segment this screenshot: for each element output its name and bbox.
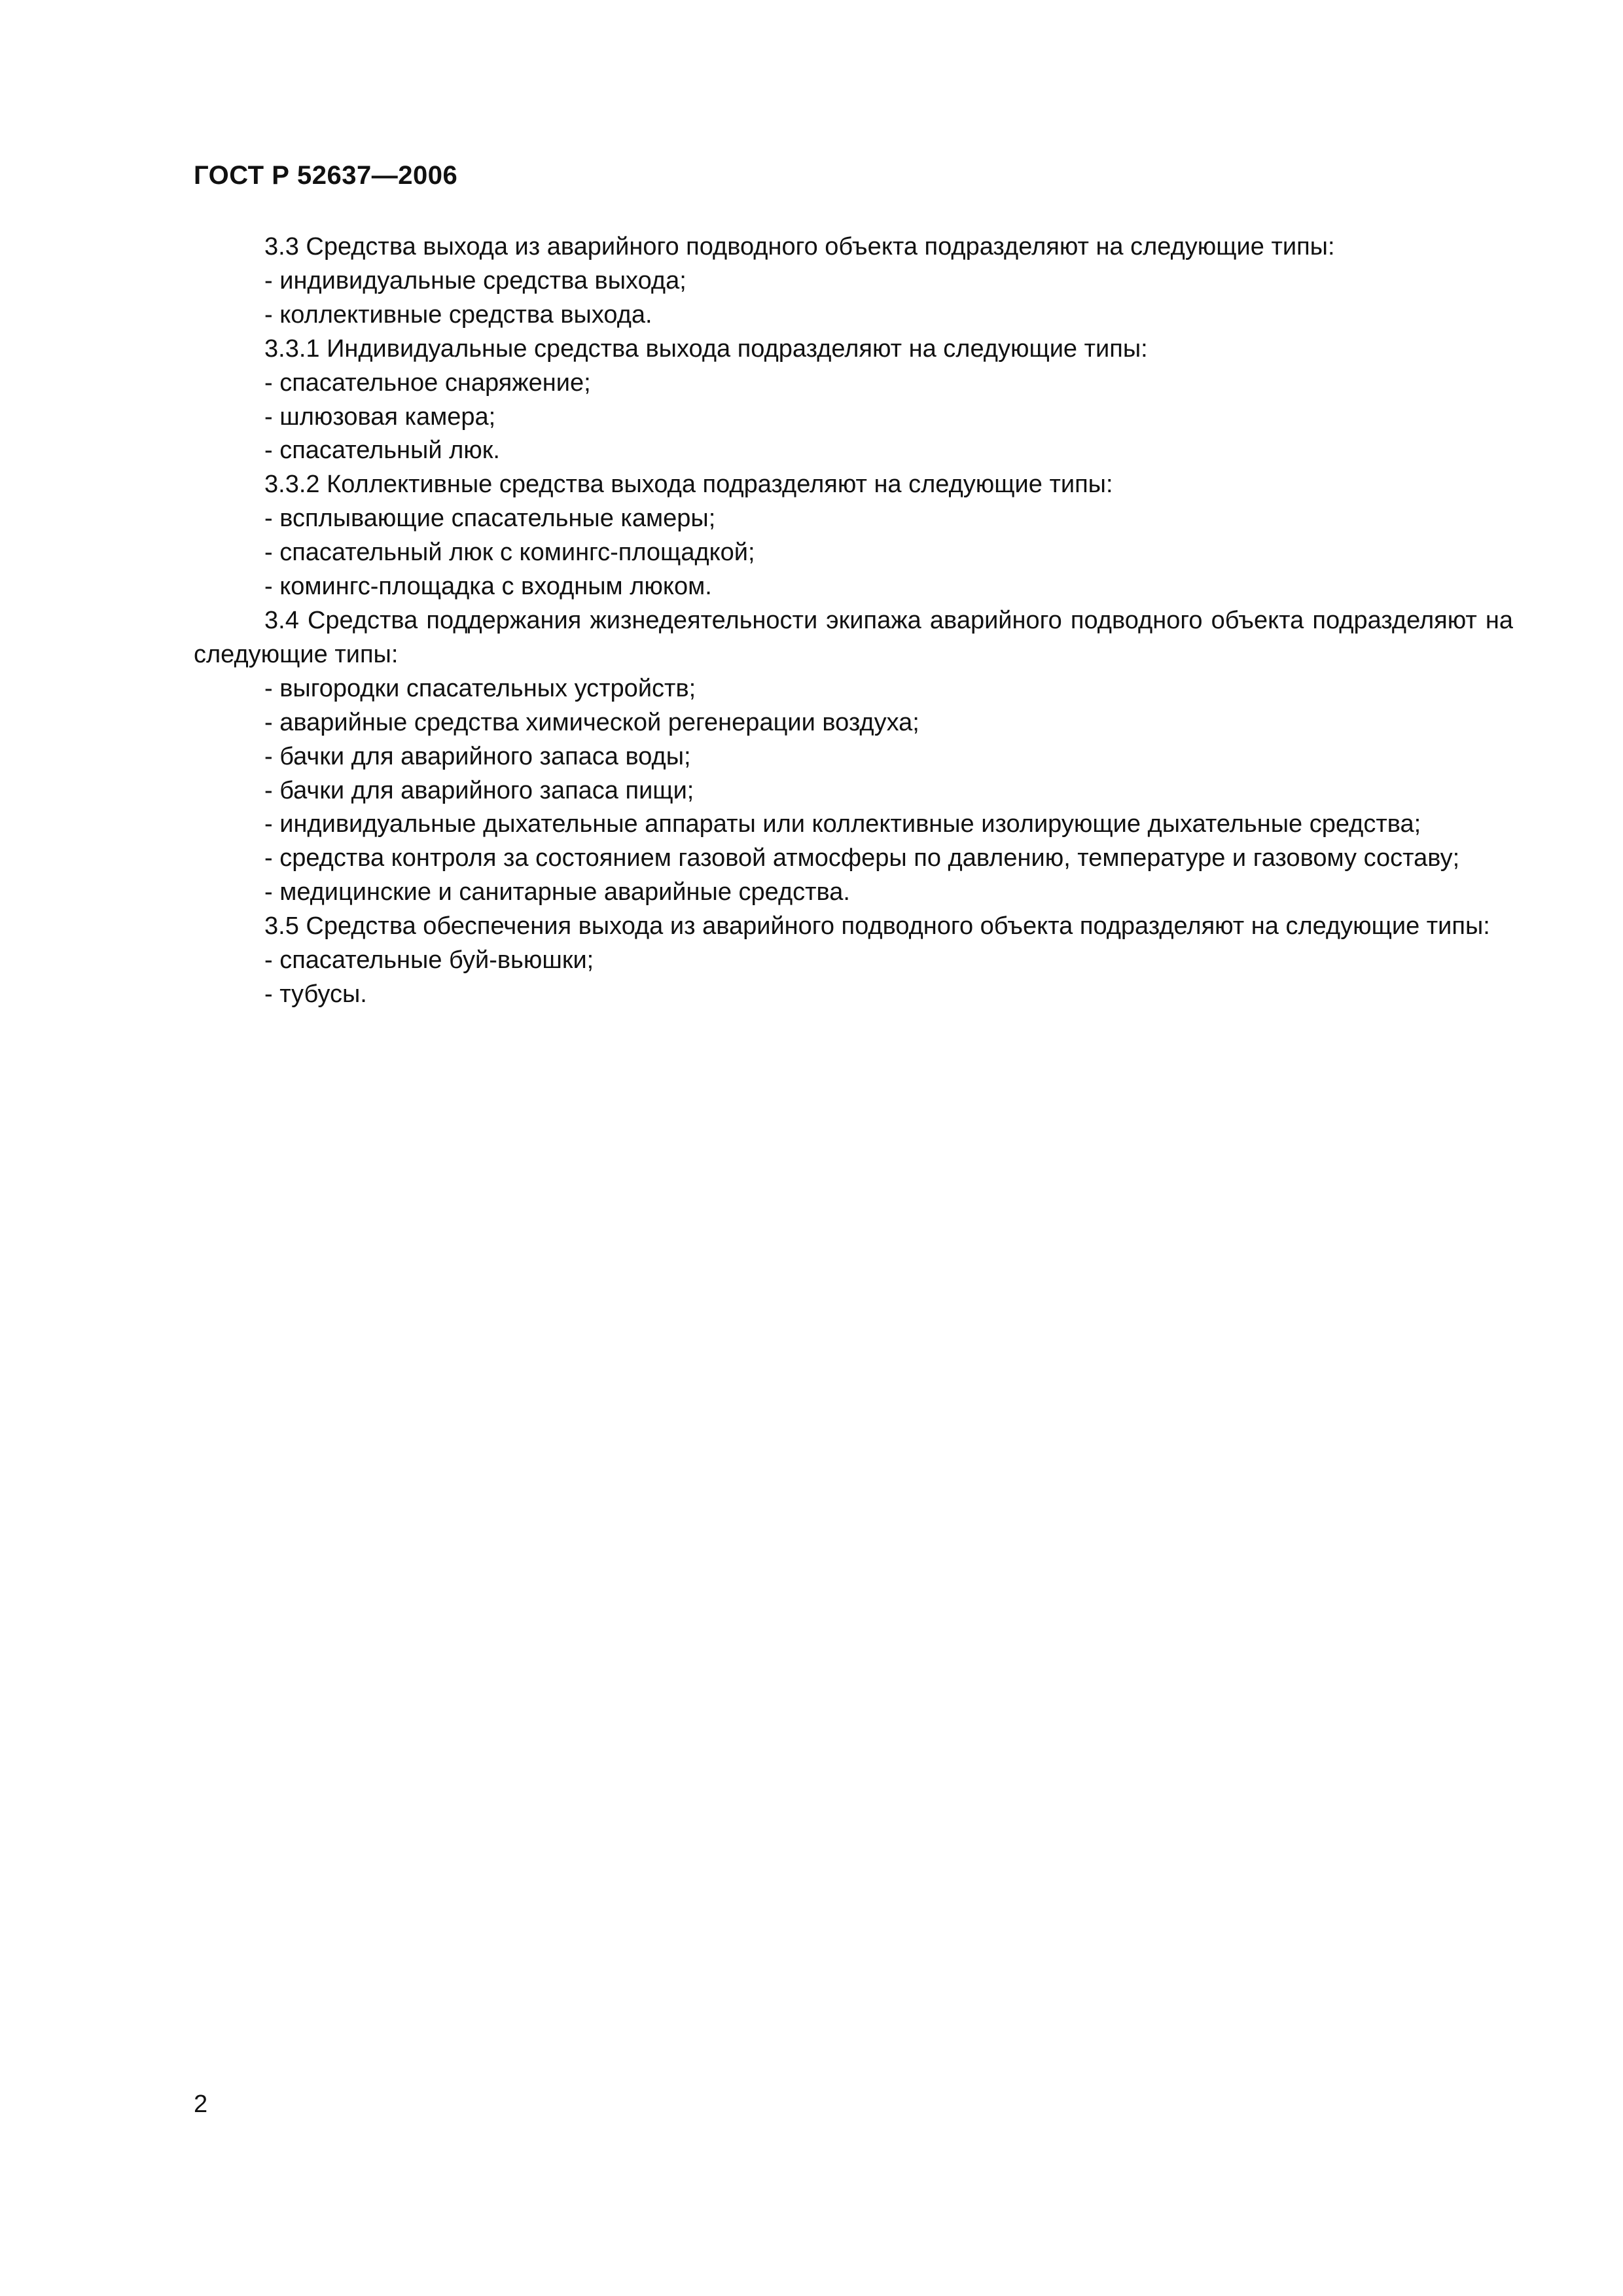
- clause-3-3: 3.3 Средства выхода из аварийного подводного объекта подразделяют на следующие типы:: [264, 233, 1335, 260]
- clause-3-4: 3.4 Средства поддержания жизнедеятельности экипажа аварийного подводного объекта подразделяют на следующие типы:: [194, 606, 1513, 668]
- list-item: - шлюзовая камера;: [264, 403, 496, 431]
- clause-3-3-2: 3.3.2 Коллективные средства выхода подразделяют на следующие типы:: [264, 471, 1113, 499]
- list-item: - тубусы.: [264, 980, 367, 1008]
- list-item: - бачки для аварийного запаса воды;: [264, 742, 691, 770]
- list-item: - выгородки спасательных устройств;: [264, 674, 696, 702]
- list-item: - индивидуальные средства выхода;: [264, 266, 687, 295]
- list-item: - средства контроля за состоянием газовой атмосферы по давлению, температуре и газовому составу;: [264, 844, 1460, 872]
- list-item: - индивидуальные дыхательные аппараты или коллективные изолирующие дыхательные средства;: [264, 810, 1421, 838]
- list-item: - комингс-площадка с входным люком.: [264, 573, 712, 601]
- list-item: - бачки для аварийного запаса пищи;: [264, 776, 694, 804]
- document-header-standard-id: ГОСТ Р 52637—2006: [194, 161, 458, 190]
- list-item: - спасательные буй-вьюшки;: [264, 946, 594, 975]
- list-item: - всплывающие спасательные камеры;: [264, 505, 716, 533]
- list-item: - аварийные средства химической регенерации воздуха;: [264, 708, 919, 736]
- clause-3-3-1: 3.3.1 Индивидуальные средства выхода подразделяют на следующие типы:: [264, 334, 1148, 363]
- list-item: - спасательное снаряжение;: [264, 368, 591, 397]
- list-item: - медицинские и санитарные аварийные средства.: [264, 878, 850, 906]
- list-item: - спасательный люк.: [264, 437, 500, 465]
- list-item: - коллективные средства выхода.: [264, 300, 652, 329]
- list-item: - спасательный люк с комингс-площадкой;: [264, 539, 755, 567]
- clause-3-5: 3.5 Средства обеспечения выхода из аварийного подводного объекта подразделяют на следующие типы:: [264, 912, 1490, 941]
- document-body: [194, 230, 1513, 1012]
- page-number: 2: [194, 2090, 208, 2118]
